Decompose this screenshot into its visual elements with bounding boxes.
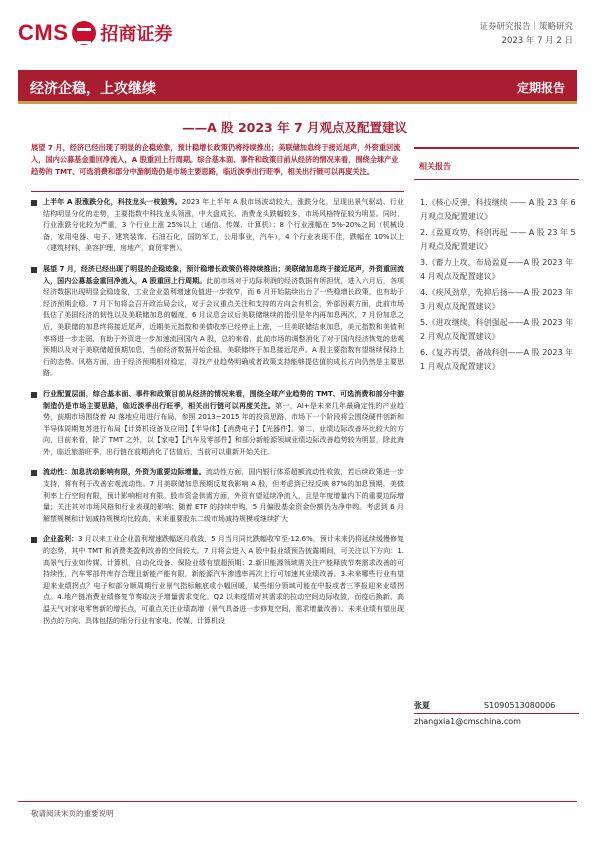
- related-report-item[interactable]: 4.《疾风劲草，先抑后扬——A 股 2023 年 3 月观点及配置建议》: [420, 288, 574, 311]
- related-reports-heading: 相关报告: [414, 147, 579, 177]
- bullet-text: 2023 年上半年 A 股市场波动较大，涨跌分化，呈现出景气驱动、行业结构明显分化的走势，主要指数中科技龙头领涨，中大盘成长、消费龙头跌幅较多，市场风格特征较为明显。同时，行业涨跌分化较为严重，3 个行业上涨 25%以上（通信、传媒、计算机）；8 个行业涨幅在 5%-20%之间（机械设备，家用电器、电子、建筑装饰、石油石化，国防军工，公用事业，汽车），4 个行业表现不佳，跌幅在 10%以上（建筑材料、美容护理，房地产，商贸零售）。: [43, 198, 405, 253]
- sidebar-divider: [414, 179, 579, 180]
- logo: [18, 20, 172, 46]
- bullet-lead: 行业配置层面，综合基本面、事件和政策目前从经济的情况来看，围绕全球产业趋势的 TMT、可选消费和部分中游制造仍是市场主要思路，临近淡季出行旺季，相关出行链可以再度关注。: [43, 389, 404, 410]
- bullet-lead: 流动性：加息扰动影响有限，外资为重要边际增量。: [43, 468, 206, 477]
- bullet-square-icon: [31, 470, 37, 476]
- title-bar: [18, 70, 577, 104]
- bullet-square-icon: [31, 267, 37, 273]
- header-meta: [479, 20, 573, 48]
- bullet-earnings: [31, 534, 404, 627]
- bullet-square-icon: [31, 392, 37, 398]
- footer-disclaimer: 敬请阅读末页的重要说明: [31, 809, 114, 818]
- bullet-lead: 上半年 A 股涨跌分化，科技龙头一枝独秀。: [43, 198, 182, 206]
- analyst-email[interactable]: zhangxia1@cmschina.com: [414, 717, 521, 726]
- bullet-text: 第一，AI+是未来几年最确定性的产业趋势，前期市场围绕着 AI 落地应用进行布局，参照 2013~2015 年的投资思路，市场下一个阶段将会围绕硬件创新和半导体周期复苏进行布局【计算机设备及应用】【半导体】【消费电子】【光器件】。第二，业绩边际改善环比较大的方向，目前来看，除了 TMT 之外，以【家电】【汽车及零部件】和部分新能源领域业绩边际改善趋势较为明显，除此海外，临近旅游旺季，出行链在前期消化了估值后，当前可以重新开始关注。: [43, 401, 404, 456]
- report-date: 2023 年 7 月 2 日: [501, 36, 573, 46]
- summary-divider: [31, 191, 404, 192]
- related-reports-list: [414, 196, 579, 373]
- related-report-item[interactable]: 3.《蓄力上攻，布局盈夏——A 股 2023 年 4 月观点及配置建议》: [420, 258, 574, 281]
- analyst-divider: [414, 713, 579, 714]
- related-report-item[interactable]: 2.《盈夏攻势，科创再起 —— A 股 23 年 5 月观点及配置建议》: [420, 228, 576, 251]
- report-title: 经济企稳，上攻继续: [30, 81, 156, 97]
- bullet-lead: 企业盈利：: [43, 535, 79, 544]
- body-bullets: [31, 197, 404, 636]
- footer-divider: [18, 801, 577, 802]
- bullet-square-icon: [31, 200, 37, 206]
- bullet-lead: 展望 7 月，经济已经出现了明显的企稳迹象，预计稳增长政策仍将持续推出；美联储加息终于接近尾声，外资重回流入，国内公募基金重回净流入，A 股重回上行周期。: [43, 264, 404, 285]
- bullet-liquidity: [31, 467, 404, 525]
- analyst-id: S1090513080006: [484, 701, 556, 710]
- logo-cms: CMS: [18, 20, 69, 45]
- logo-chinese-name: 招商证券: [100, 24, 173, 45]
- related-report-item[interactable]: 1.《核心反弹，科技继续 —— A 股 23 年 6 月观点及配置建议》: [420, 198, 576, 221]
- bullet-market-review: [31, 197, 404, 255]
- related-reports-sidebar: [414, 147, 579, 376]
- report-subtitle: ——A 股 2023 年 7 月观点及配置建议: [182, 120, 407, 135]
- bullet-text: 流动性方面，国内银行体系超额流动性收敛，若后续政策进一步支持，将有利于改善宏观流动性。7 月美联储加息预期反复我影响 A 股，但考虑到已经反映 87%的加息预期，美债利率上行空间有限，预计影响相对有限。股市资金供需方面，外资有望延续净流入，且是年度增量内下的重要边际增量；关注其对市场风格和行业表现的影响；随着 ETF 的持续申购，5 月偏股基金资金份额仍为净申购。考虑到 6 月解禁规模和计划减持规模均比较高，未来重要股东二级市场减持规模或继续扩大: [43, 468, 405, 523]
- analyst-info: [414, 699, 579, 728]
- logo-mark-icon: [72, 21, 96, 45]
- bullet-text: 此前市场对于边际利润的经济数据有所担忧，进入六月后，各项经济数据出现明显企稳迹象，工业企业盈利增速负值进一步收窄，而 6 月开始陆续出台了一些稳增长政策，也有助于经济预期企稳。7 月下旬将会召开政治局会议，对于会议重点关注和支持的方向会有机会，外部因素方面，此前市场低估了美国经济的韧性以及美联储加息的幅度，6 月议息会议后美联储继续的指引是年内再加息两次，7 月份加息之后，美联储的加息终将接近尾声，近期美元指数和美债收率已经停止上涨，一旦美联储结束加息，美元指数和美债利率将进一步走弱，有助于外资进一步加速流回国内 A 股，总的来看，此前市场的调整消化了对于国内经济恢复的悲观预期以及对于美联储超预期加息，当前经济数据开始企稳，美联储终于加息接近尾声。A 股主要指数有望继续保持上行的态势。风格方面，由于经济预期相对稳定，寻找产业趋势明确或者政策支持能够提估值的成长方向仍然是主要思路。: [43, 276, 405, 378]
- bullet-sector-allocation: [31, 389, 404, 459]
- report-type: 证券研究报告｜策略研究: [479, 22, 573, 32]
- related-report-item[interactable]: 6.《复苏再望，备战科创——A 股 2023 年 1 月观点及配置建议》: [420, 348, 574, 371]
- summary-paragraph: 展望 7 月，经济已经出现了明显的企稳迹象，预计稳增长政策仍将持续推出；美联储加息终于接近尾声，外资重回流入，国内公募基金重回净流入，A 股重回上行周期。综合基本面、事件和政策目前从经济的情况来看，围绕全球产业趋势的 TMT、可选消费和部分中游制造仍是市场主要思路，临近淡季出行旺季，相关出行链可以再度关注。: [31, 143, 401, 176]
- analyst-name: 张夏: [414, 701, 430, 710]
- related-report-item[interactable]: 5.《进攻继续，科创强起——A 股 2023 年 2 月观点及配置建议》: [420, 318, 574, 341]
- bullet-square-icon: [31, 537, 37, 543]
- report-category-tag: 定期报告: [516, 81, 565, 95]
- bullet-text: 3 月以来工业企业盈利增速跌幅逐月收敛，5 月当月同比跌幅收窄至-12.6%，预计未来仍将延续缓慢修复的态势，其中 TMT 和消费类盈利改善的空间较大。7 月将会进入 A 股中报业绩预告披露期间，可关注以下方向：1.高景气行业如传媒、计算机，自动化设备、保险业绩有望超预期；2.新旧能源领域需关注产能释放节奏需求改善的可持续性，汽车零部件库存合理且新能产能有限，新能源汽车渗透率再次上行可加速其业绩改善。3.未来哪些行业有望迎来业绩拐点？电子和部分顺周期行业景气指标触底或小幅回暖，某些细分领域可能在中报或者三季报迎来业绩拐点。4.地产链消费业绩修复节奏取决于增量需求变化。Q2 以来疫情对其需求的拉动空间边际收敛，而疫后换新、高温天气对家电零售新的增长点，可重点关注业绩高增（景气具备进一步修复空间，需求增量改善）、未来业绩有望出现拐点的方向、具体包括的细分行业有家电、传媒、计算机设: [43, 535, 404, 625]
- bullet-outlook: [31, 264, 404, 380]
